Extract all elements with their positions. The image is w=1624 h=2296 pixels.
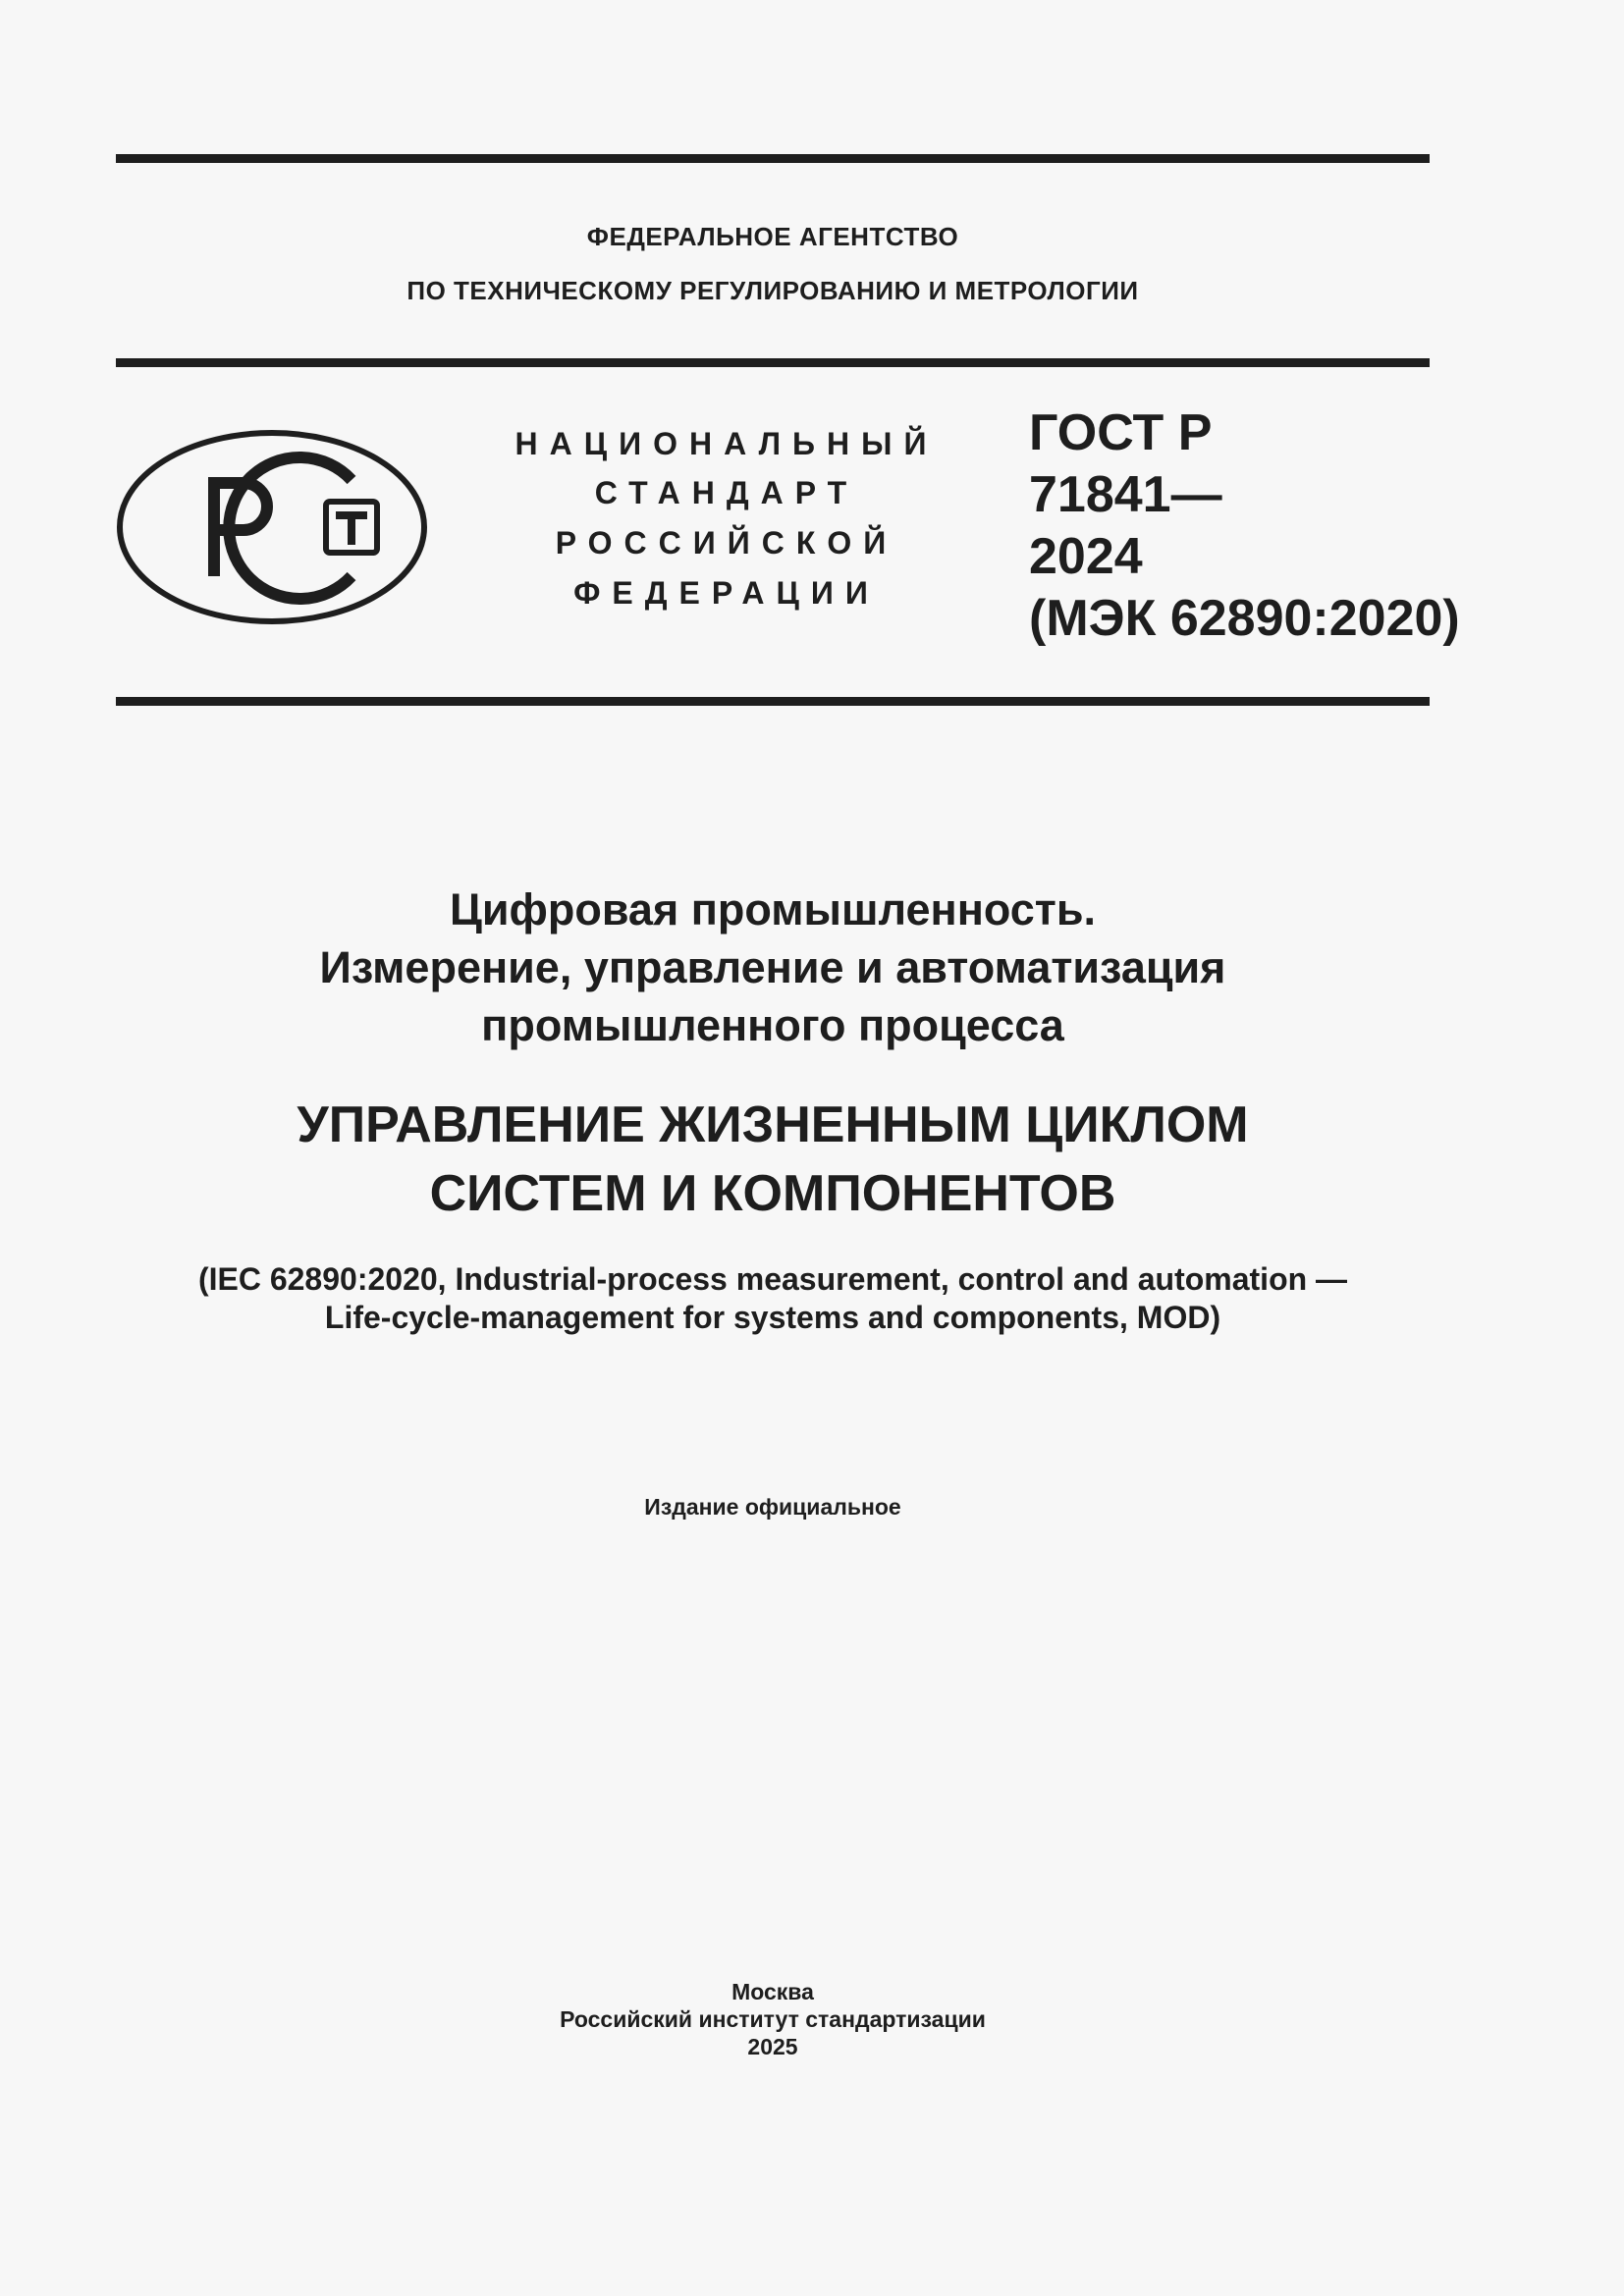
iec-reference-line-2: Life-cycle-management for systems and components, MOD) [324, 1300, 1221, 1335]
iec-reference-line-1: (IEC 62890:2020, Industrial-process measurement, control and automation — [197, 1261, 1348, 1297]
subtitle-line-1: УПРАВЛЕНИЕ ЖИЗНЕННЫМ ЦИКЛОМ [297, 1096, 1249, 1153]
standard-code-line-3: 2024 [1029, 528, 1143, 585]
edition-label: Издание официальное [644, 1494, 901, 1520]
top-rule [116, 154, 1430, 163]
publisher-city: Москва [731, 1979, 814, 2004]
title-line-1: Цифровая промышленность. [449, 884, 1097, 934]
standard-code-line-4: (МЭК 62890:2020) [1029, 590, 1460, 647]
header-bottom-rule [116, 697, 1430, 706]
national-standard-line-2: СТАНДАРТ [594, 475, 859, 510]
publisher-name: Российский институт стандартизации [560, 2006, 986, 2032]
publisher-year: 2025 [747, 2034, 798, 2059]
national-standard-line-3: РОССИЙСКОЙ [555, 525, 898, 561]
agency-line-2: ПО ТЕХНИЧЕСКОМУ РЕГУЛИРОВАНИЮ И МЕТРОЛОГИИ [406, 276, 1139, 305]
subtitle-line-2: СИСТЕМ И КОМПОНЕНТОВ [429, 1165, 1116, 1222]
agency-bottom-rule [116, 358, 1430, 367]
standard-code-line-2: 71841— [1029, 466, 1222, 523]
title-line-2: Измерение, управление и автоматизация [319, 942, 1226, 992]
national-standard-line-1: НАЦИОНАЛЬНЫЙ [514, 426, 939, 461]
agency-line-1: ФЕДЕРАЛЬНОЕ АГЕНТСТВО [586, 222, 959, 251]
rst-logo-icon [116, 429, 428, 625]
title-line-3: промышленного процесса [481, 1000, 1064, 1050]
national-standard-line-4: ФЕДЕРАЦИИ [573, 575, 880, 611]
standard-code-line-1: ГОСТ Р [1029, 404, 1213, 461]
